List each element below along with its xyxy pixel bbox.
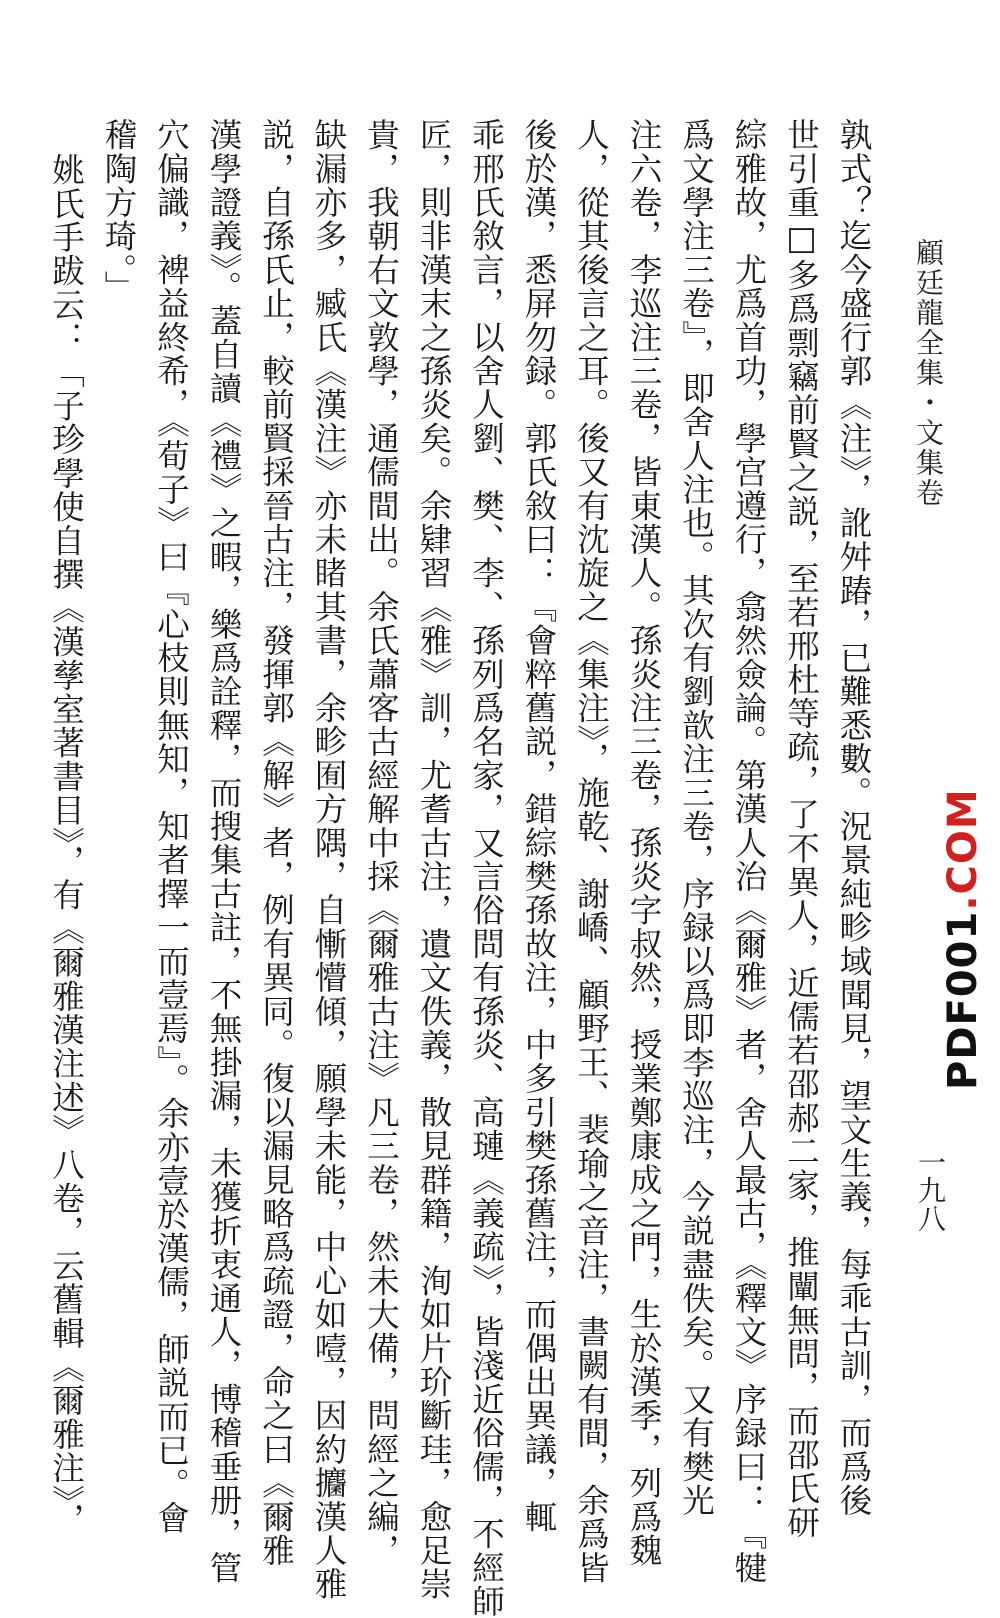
text-column: 貴，我朝右文敦學，通儒間出。余氏蕭客古經解中採《爾雅古注》凡三卷，然未大備，問經之編， bbox=[362, 118, 401, 1568]
text-column-indented: 姚氏手跋云：「子珍學使自撰《漢孳室著書目》，有《爾雅漢注述》八卷，云舊輯《爾雅注》， bbox=[47, 153, 86, 1536]
watermark-main: PDF001 bbox=[940, 910, 986, 1090]
text-column: 人，從其後言之耳。後又有沈旋之《集注》，施乾、謝嶠、顧野王、裴瑜之音注，書闕有間，余爲皆 bbox=[572, 118, 611, 1585]
running-header: 顧廷龍全集・文集卷 bbox=[912, 238, 945, 508]
watermark bbox=[935, 788, 995, 1090]
text-column: 爲文學注三卷』，即舍人注也。其次有劉歆注三卷，序録以爲即李巡注，今説盡佚矣。又有樊光 bbox=[677, 118, 716, 1518]
text-column: 孰式？迄今盛行郭《注》，訛舛踳，已難悉數。況景純畛域聞見，望文生義，每乖古訓，而爲後 bbox=[835, 118, 873, 1518]
text-column: 綜雅故，尤爲首功，學宫遵行，翕然僉論。第漢人治《爾雅》者，舍人最古，《釋文》序録曰：『犍 bbox=[730, 118, 768, 1585]
text-column: 乖邢氏敘言，以舍人劉、樊、李、孫列爲名家，又言俗問有孫炎、高璉《義疏》，皆淺近俗儒，不經師 bbox=[467, 118, 506, 1618]
text-column: 漢學證義》。蓋自讀《禮》之暇，樂爲詮釋，而搜集古註，不無掛漏，未獲折衷通人，博稽垂册，管 bbox=[205, 118, 243, 1585]
text-column: 世引重□多爲剽竊前賢之説，至若邢杜等疏，了不異人，近儒若邵郝二家，推闡無問，而邵氏研 bbox=[782, 118, 821, 1539]
text-column: 後於漢，悉屏勿録。郭氏敘曰：『會粹舊説，錯綜樊孫故注，中多引樊孫舊注，而偶出異議，輒 bbox=[520, 118, 558, 1534]
text-column: 缺漏亦多，臧氏《漢注》亦未睹其書，余畛囿方隅，自慚懵傾，願學未能，中心如噎，因約攟漢人雅 bbox=[310, 118, 348, 1601]
text-column: 稽陶方琦。」 bbox=[100, 118, 138, 304]
text-column: 説，自孫氏止，較前賢採晉古注，發揮郭《解》者，例有異同。復以漏見略爲疏證，命之曰《爾雅 bbox=[257, 118, 296, 1568]
page-number: 一九八 bbox=[914, 1148, 947, 1232]
text-column: 穴偏識，裨益終希，《荀子》曰『心枝則無知，知者擇一而壹焉』。余亦壹於漢儒，師説而已。會 bbox=[152, 118, 191, 1535]
body-text bbox=[47, 118, 880, 1618]
watermark-suffix: .COM bbox=[940, 788, 986, 911]
text-column: 匠，則非漢末之孫炎矣。余肄習《雅》訓，尤耆古注，遺文佚義，散見群籍，洵如片玠斷珪，愈足崇 bbox=[415, 118, 453, 1601]
text-column: 注六卷，李巡注三卷，皆東漢人。孫炎注三卷，孫炎字叔然，授業鄭康成之門，生於漢季，列爲魏 bbox=[625, 118, 663, 1568]
